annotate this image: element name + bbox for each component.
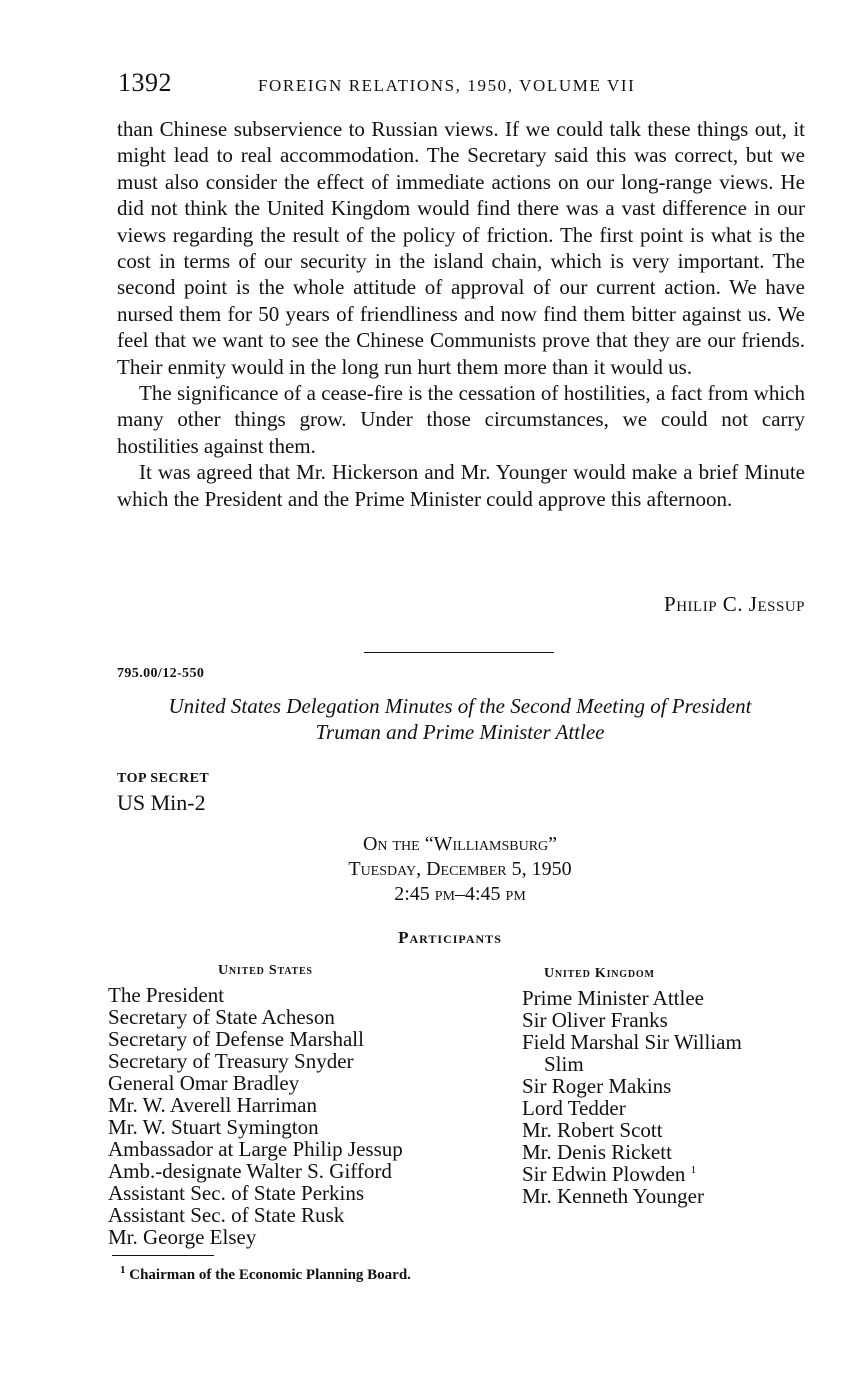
document-title-line: United States Delegation Minutes of the Second Meeting of President — [168, 694, 752, 718]
participant-name: Sir Oliver Franks — [522, 1008, 668, 1032]
paragraph: than Chinese subservience to Russian views. If we could talk these things out, it might lead to real accommodation. The Secretary said this was correct, but we must also consider the effect of immediate actions on our long-range views. He did not think the United Kingdom would find there was a vast difference in our views regarding the result of the policy of friction. The first point is what is the cost in terms of our security in the island chain, which is very important. The second point is the whole attitude of approval of our current action. We have nursed them for 50 years of friendliness and now find them bitter against us. We feel that we want to see the Chinese Communists prove that they are our friends. Their enmity would in the long run hurt them more than it would us. — [117, 117, 805, 379]
us-participants-list — [108, 984, 403, 1248]
participant-name: Prime Minister Attlee — [522, 986, 704, 1010]
participant-name: Secretary of Treasury Snyder — [108, 1049, 354, 1073]
classification-label: TOP SECRET — [117, 771, 210, 786]
participant-name: The President — [108, 983, 225, 1007]
participant-name: Assistant Sec. of State Rusk — [108, 1203, 345, 1227]
participant-name: Lord Tedder — [522, 1096, 626, 1120]
footnote-reference[interactable]: 1 — [690, 1164, 697, 1176]
uk-column-heading: United Kingdom — [544, 966, 655, 981]
body-text — [117, 116, 805, 512]
participant-name: Amb.-designate Walter S. Gifford — [108, 1159, 392, 1183]
participant-name: Mr. Robert Scott — [522, 1118, 663, 1142]
section-divider — [364, 652, 554, 653]
meeting-location: On the “Williamsburg” — [362, 833, 558, 855]
paragraph: It was agreed that Mr. Hickerson and Mr. Younger would make a brief Minute which the President and the Prime Minister could approve this afternoon. — [117, 460, 805, 511]
participant-name: Mr. George Elsey — [108, 1225, 257, 1249]
page-number: 1392 — [118, 68, 172, 97]
footnote — [120, 1264, 411, 1284]
footnote-text: Chairman of the Economic Planning Board. — [129, 1267, 411, 1283]
participant-name: Mr. Denis Rickett — [522, 1140, 672, 1164]
participant-name: Secretary of State Acheson — [108, 1005, 335, 1029]
meeting-info — [240, 832, 680, 907]
meeting-date: Tuesday, December 5, 1950 — [348, 858, 572, 880]
participant-name-continued: Slim — [544, 1052, 584, 1076]
document-code: US Min-2 — [117, 790, 206, 815]
participant-name: General Omar Bradley — [108, 1071, 300, 1095]
participant-name: Sir Edwin Plowden — [522, 1162, 686, 1186]
document-title — [110, 693, 810, 745]
participant-name: Mr. W. Stuart Symington — [108, 1115, 319, 1139]
participant-name: Mr. Kenneth Younger — [522, 1184, 704, 1208]
participant-name: Field Marshal Sir William — [522, 1030, 742, 1054]
participant-name: Assistant Sec. of State Perkins — [108, 1181, 365, 1205]
page-header — [118, 68, 678, 104]
uk-participants-list — [522, 987, 742, 1207]
running-head: FOREIGN RELATIONS, 1950, VOLUME VII — [258, 76, 636, 95]
meeting-time: 2:45 pm–4:45 pm — [394, 883, 526, 905]
footnote-divider — [112, 1255, 214, 1256]
participant-name: Secretary of Defense Marshall — [108, 1027, 364, 1051]
footnote-mark: 1 — [120, 1264, 126, 1276]
paragraph: The significance of a cease-fire is the cessation of hostilities, a fact from which many other things grow. Under those circumstances, we could not carry hostilities against them. — [117, 381, 805, 458]
participant-entry — [522, 1163, 742, 1185]
document-title-line: Truman and Prime Minister Attlee — [315, 720, 605, 744]
file-number: 795.00/12-550 — [117, 666, 205, 681]
participants-heading: Participants — [398, 928, 502, 947]
participant-name: Ambassador at Large Philip Jessup — [108, 1137, 403, 1161]
participant-name: Sir Roger Makins — [522, 1074, 672, 1098]
participant-name: Mr. W. Averell Harriman — [108, 1093, 317, 1117]
us-column-heading: United States — [218, 963, 313, 978]
signature: Philip C. Jessup — [664, 592, 805, 616]
